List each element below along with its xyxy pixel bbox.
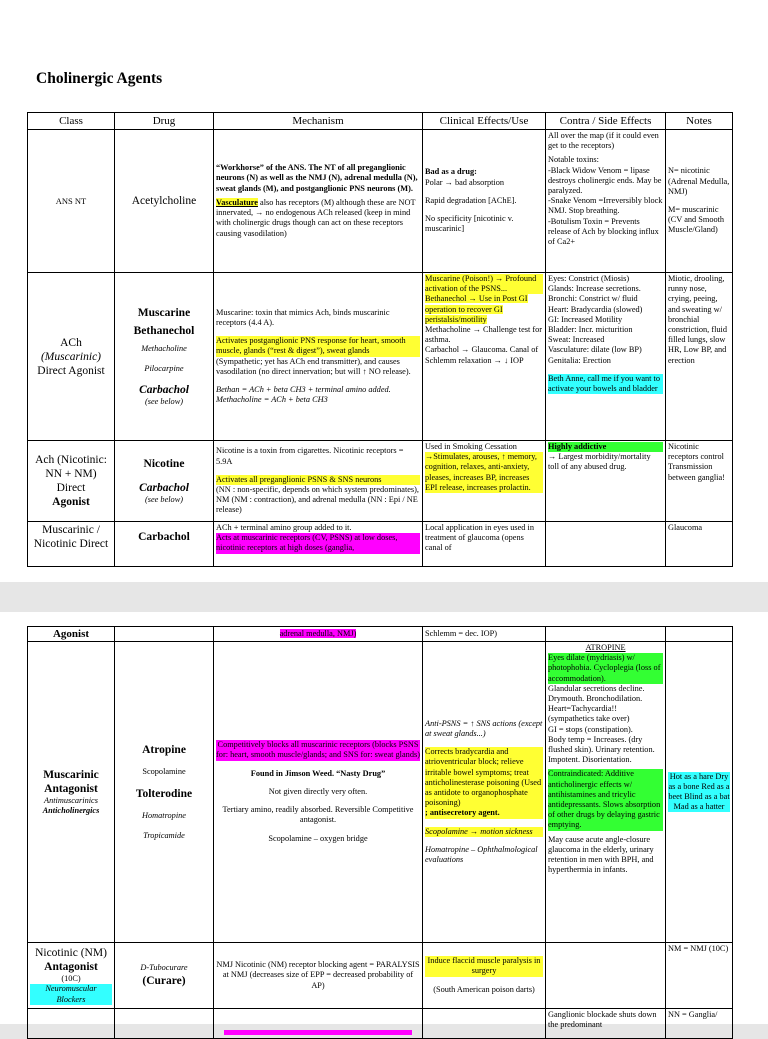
mechanism-text: Bethan = ACh + beta CH3 + terminal amino added. bbox=[216, 384, 391, 394]
mechanism-text: Not given directly very often. bbox=[268, 786, 368, 796]
cholinergic-table-continued bbox=[27, 626, 733, 1039]
clinical-text: Bethanechol → Use in Post GI operation to recover GI peristalsis/motility bbox=[425, 294, 528, 324]
mechanism-text: “Workhorse” of the ANS. The NT of all preganglionic neurons (N) as well as the NMJ (N), adrenal medulla (N), sweat glands (M), and postganglionic PNS neurons (M). bbox=[216, 163, 418, 193]
table-header-row bbox=[28, 113, 733, 130]
class-text: (10C) bbox=[61, 974, 81, 984]
header-clinical: Clinical Effects/Use bbox=[423, 113, 546, 130]
contra-text: Bladder: Incr. micturition bbox=[548, 325, 633, 335]
mechanism-text: (NN : non-specific, depends on which system predominates), NM (NM : contraction), and adrenal medulla (NN : Epi / NE release) bbox=[216, 485, 419, 515]
clinical-text: Rapid degradation [AChE]. bbox=[425, 195, 517, 205]
drug-cell bbox=[115, 642, 214, 943]
contra-text: Heart=Tachycardia!! (sympathetics take over) bbox=[548, 704, 630, 724]
clinical-text: Anti-PSNS = ↑ SNS actions (except at sweat glands...) bbox=[425, 718, 543, 738]
contra-text: Vasculature: dilate (low BP) bbox=[548, 345, 642, 355]
class-text: Ach (Nicotinic: bbox=[35, 454, 107, 466]
class-text: Antimuscarinics bbox=[44, 795, 98, 805]
class-cell bbox=[28, 943, 115, 1009]
clinical-text: Muscarine (Poison!) → Profound activation of the PSNS... bbox=[425, 274, 543, 294]
mechanism-cell bbox=[214, 642, 423, 943]
drug-name: Methacholine bbox=[141, 344, 187, 354]
drug-name: Muscarine bbox=[137, 307, 191, 320]
table-row-carbachol bbox=[28, 522, 733, 567]
class-cell bbox=[28, 273, 115, 441]
contra-text: Heart: Bradycardia (slowed) bbox=[548, 304, 643, 314]
notes-cell bbox=[666, 130, 733, 273]
drug-name: (Curare) bbox=[142, 974, 186, 987]
clinical-text: Methacholine → Challenge test for asthma. bbox=[425, 325, 543, 345]
table-row-muscarinic-agonist bbox=[28, 273, 733, 441]
mechanism-cell bbox=[214, 273, 423, 441]
drug-cell: Acetylcholine bbox=[115, 130, 214, 273]
clinical-cell bbox=[423, 1009, 546, 1039]
notes-text: M= muscarinic (CV and Smooth Muscle/Gland) bbox=[668, 205, 725, 235]
class-text: Neuromuscular Blockers bbox=[30, 984, 112, 1004]
contra-cell bbox=[546, 441, 666, 522]
class-text: Agonist bbox=[52, 496, 90, 508]
mechanism-cell bbox=[214, 943, 423, 1009]
drug-name: Carbachol bbox=[139, 383, 189, 396]
drug-cell bbox=[115, 441, 214, 522]
mechanism-cell bbox=[214, 130, 423, 273]
mechanism-text: Methacholine = ACh + beta CH3 bbox=[216, 395, 328, 405]
drug-cell bbox=[115, 943, 214, 1009]
drug-name: D-Tubocurare bbox=[140, 963, 188, 973]
mechanism-text: Acts at muscarinic receptors (CV, PSNS) at low doses, nicotinic receptors at high doses (ganglia, bbox=[216, 533, 420, 553]
drug-name: Scopolamine bbox=[142, 766, 186, 776]
clinical-text: Carbachol → Glaucoma. Canal of Schlemm relaxation → ↓ IOP bbox=[425, 345, 539, 365]
clinical-text: (South American poison darts) bbox=[433, 984, 535, 994]
mechanism-text: Vasculature also has receptors (M) although these are NOT innervated, → no endogenous ACh released (keep in mind with cholinergic drugs though can act on these receptors causing vasodilation) bbox=[216, 197, 416, 238]
clinical-text: Bad as a drug: bbox=[425, 167, 477, 177]
clinical-text: Scopolamine → motion sickness bbox=[425, 827, 543, 837]
clinical-text: Used in Smoking Cessation bbox=[425, 442, 517, 451]
clinical-text: Polar → bad absorption bbox=[425, 177, 505, 187]
header-mechanism: Mechanism bbox=[214, 113, 423, 130]
contra-cell: Ganglionic blockade shuts down the predominant bbox=[546, 1009, 666, 1039]
notes-text: Nicotinic receptors control Transmission between ganglia! bbox=[668, 442, 725, 482]
contra-text: Notable toxins: bbox=[548, 155, 599, 165]
clinical-cell bbox=[423, 130, 546, 273]
clinical-text: →Stimulates, arouses, ↑ memory, cognition, relaxes, anti-anxiety, pleases, increases BP, increases EPI release, increases prolactin. bbox=[425, 452, 543, 493]
class-text: Nicotinic Direct bbox=[33, 538, 109, 550]
table-row-muscarinic-antagonist bbox=[28, 642, 733, 943]
mechanism-text: ACh + terminal amino group added to it. bbox=[216, 523, 352, 532]
highlight-bar bbox=[224, 1030, 412, 1035]
drug-name: Tolterodine bbox=[135, 787, 193, 800]
clinical-cell bbox=[423, 943, 546, 1009]
drug-name: Nicotine bbox=[143, 457, 185, 470]
mechanism-text: Tertiary amino, readily absorbed. Reversible Competitive antagonist. bbox=[222, 805, 414, 825]
mnemonic-text: Hot as a hare Dry as a bone Red as a beet Blind as a bat Mad as a hatter bbox=[668, 771, 730, 812]
contra-text: All over the map (if it could even get to the receptors) bbox=[548, 131, 659, 151]
header-drug: Drug bbox=[115, 113, 214, 130]
class-cell bbox=[28, 1009, 115, 1039]
header-contra: Contra / Side Effects bbox=[546, 113, 666, 130]
notes-cell: NN = Ganglia/ bbox=[666, 1009, 733, 1039]
notes-text: Miotic, drooling, runny nose, crying, peeing, and sweating w/ bronchial constriction, fluid filled lungs, slow HR, Low BP, and erection bbox=[668, 274, 727, 365]
table-row-ganglionic-blocker bbox=[28, 1009, 733, 1039]
class-text: Nicotinic (NM) bbox=[35, 947, 107, 960]
drug-cell bbox=[115, 273, 214, 441]
table-row-acetylcholine bbox=[28, 130, 733, 273]
clinical-text: Homatropine – Ophthalmological evaluations bbox=[425, 844, 538, 865]
contra-text: Eyes dilate (mydriasis) w/ photophobia. Cycloplegia (loss of accommodation). bbox=[548, 653, 663, 684]
clinical-text: ; antisecretory agent. bbox=[425, 808, 543, 818]
class-cell: ANS NT bbox=[28, 130, 115, 273]
drug-cell bbox=[115, 1009, 214, 1039]
class-text: (Muscarinic) bbox=[40, 350, 102, 363]
class-cell: Agonist bbox=[28, 627, 115, 642]
mechanism-text: NMJ Nicotinic (NM) receptor blocking agent = PARALYSIS at NMJ (decreases size of EPP = decreased probability of AP) bbox=[216, 960, 420, 990]
mechanism-text: Muscarine: toxin that mimics Ach, binds muscarinic receptors (4.4 A). bbox=[216, 307, 390, 327]
contra-text: Body temp = Increases. (dry flushed skin). Urinary retention. Impotent. Disorientation. bbox=[548, 734, 655, 765]
mnemonic-text: Beth Anne, call me if you want to activate your bowels and bladder bbox=[548, 374, 663, 394]
mechanism-text: Activates all preganglionic PSNS & SNS neurons bbox=[216, 475, 420, 485]
clinical-text: No specificity [nicotinic v. muscarinic] bbox=[425, 214, 514, 234]
contra-cell bbox=[546, 273, 666, 441]
class-text: Anticholinergics bbox=[42, 806, 100, 815]
clinical-text: Induce flaccid muscle paralysis in surgery bbox=[425, 956, 543, 976]
notes-cell bbox=[666, 627, 733, 642]
drug-note: (see below) bbox=[144, 396, 183, 406]
contra-text: Sweat: Increased bbox=[548, 335, 605, 345]
contra-text: Highly addictive bbox=[548, 442, 663, 452]
clinical-cell: Local application in eyes used in treatment of glaucoma (opens canal of bbox=[423, 522, 546, 567]
mechanism-cell: adrenal medulla, NMJ) bbox=[214, 627, 423, 642]
mechanism-text: (Sympathetic; yet has ACh end transmitter), and causes vasodilation (no direct innervation; but will ↑ NO release). bbox=[216, 356, 411, 376]
drug-cell: Carbachol bbox=[115, 522, 214, 567]
table-row-nicotinic-antagonist bbox=[28, 943, 733, 1009]
mechanism-cell bbox=[214, 522, 423, 567]
mechanism-text: Activates postganglionic PNS response for heart, smooth muscle, glands (“rest & digest”), sweat glands bbox=[216, 336, 420, 356]
contra-text: -Black Widow Venom = lipase destroys cholinergic ends. May be paralyzed. bbox=[548, 165, 662, 196]
clinical-cell bbox=[423, 642, 546, 943]
header-class: Class bbox=[28, 113, 115, 130]
mechanism-text: Nicotine is a toxin from cigarettes. Nicotinic receptors = 5.9A bbox=[216, 446, 404, 466]
drug-name: Bethanechol bbox=[133, 325, 195, 338]
contra-text: ATROPINE bbox=[585, 643, 626, 652]
contra-text: -Snake Venom =Irreversibly block NMJ. Stop breathing. bbox=[548, 196, 663, 216]
class-text: Muscarinic / bbox=[42, 524, 100, 536]
contra-text: GI = stops (constipation). bbox=[548, 724, 633, 734]
clinical-text: Corrects bradycardia and atrioventricular block; relieve irritable bowel symptoms; treat anticholinesterase poisoning (Used as antidote to organophosphate poisoning) bbox=[425, 747, 542, 808]
drug-cell bbox=[115, 627, 214, 642]
clinical-cell bbox=[423, 273, 546, 441]
drug-name: Pilocarpine bbox=[144, 364, 184, 374]
class-text: Antagonist bbox=[44, 961, 98, 974]
notes-cell bbox=[666, 441, 733, 522]
header-notes: Notes bbox=[666, 113, 733, 130]
page-title: Cholinergic Agents bbox=[36, 70, 163, 87]
class-text: Direct Agonist bbox=[37, 364, 105, 377]
notes-cell: Glaucoma bbox=[666, 522, 733, 567]
contra-text: -Botulism Toxin = Prevents release of Ach by blocking influx of Ca2+ bbox=[548, 216, 659, 247]
table-row-nicotinic-agonist bbox=[28, 441, 733, 522]
mechanism-text: Found in Jimson Weed. “Nasty Drug” bbox=[250, 768, 386, 778]
drug-name: Carbachol bbox=[139, 481, 189, 494]
clinical-cell: Schlemm = dec. IOP) bbox=[423, 627, 546, 642]
notes-cell bbox=[666, 273, 733, 441]
class-cell bbox=[28, 441, 115, 522]
mechanism-cell bbox=[214, 441, 423, 522]
notes-text: N= nicotinic (Adrenal Medulla, NMJ) bbox=[668, 166, 730, 196]
class-cell bbox=[28, 642, 115, 943]
contra-cell bbox=[546, 642, 666, 943]
contra-text: Contraindicated: Additive anticholinergic effects w/ antihistamines and tricylic antidepressants. Slows absorption of other drugs by delaying gastric emptying. bbox=[548, 769, 663, 830]
clinical-cell bbox=[423, 441, 546, 522]
contra-text: Eyes: Constrict (Miosis) bbox=[548, 274, 630, 283]
contra-cell bbox=[546, 522, 666, 567]
contra-text: May cause acute angle-closure glaucoma in the elderly, urinary retention in men with BPH, and hyperthermia in infants. bbox=[548, 834, 654, 875]
class-text: ACh bbox=[60, 336, 82, 349]
mechanism-text: Competitively blocks all muscarinic receptors (blocks PSNS for: heart, smooth muscle/glands; and SNS for: sweat glands) bbox=[216, 740, 420, 760]
contra-text: Genitalia: Erection bbox=[548, 355, 611, 365]
contra-text: → Largest morbidity/mortality toll of any abused drug. bbox=[548, 452, 651, 472]
drug-note: (see below) bbox=[144, 494, 183, 504]
notes-cell: NM = NMJ (10C) bbox=[666, 943, 733, 1009]
drug-name: Homatropine bbox=[142, 810, 186, 820]
drug-name: Atropine bbox=[142, 743, 186, 756]
drug-name: Tropicamide bbox=[143, 831, 185, 841]
mechanism-text: Scopolamine – oxygen bridge bbox=[268, 833, 368, 843]
document-page-2 bbox=[0, 612, 768, 1030]
contra-text: Glandular secretions decline. Drymouth. Bronchodilation. bbox=[548, 683, 645, 704]
class-text: Muscarinic Antagonist bbox=[43, 768, 99, 795]
contra-cell bbox=[546, 627, 666, 642]
contra-cell bbox=[546, 943, 666, 1009]
contra-text: GI: Increased Motility bbox=[548, 314, 623, 324]
contra-cell bbox=[546, 130, 666, 273]
cholinergic-table bbox=[27, 112, 733, 567]
class-text: NN + NM) Direct bbox=[45, 468, 97, 494]
class-cell bbox=[28, 522, 115, 567]
contra-text: Glands: Increase secretions. Bronchi: Constrict w/ fluid bbox=[548, 284, 641, 304]
notes-cell bbox=[666, 642, 733, 943]
mechanism-cell bbox=[214, 1009, 423, 1039]
table-row-agonist-cont bbox=[28, 627, 733, 642]
